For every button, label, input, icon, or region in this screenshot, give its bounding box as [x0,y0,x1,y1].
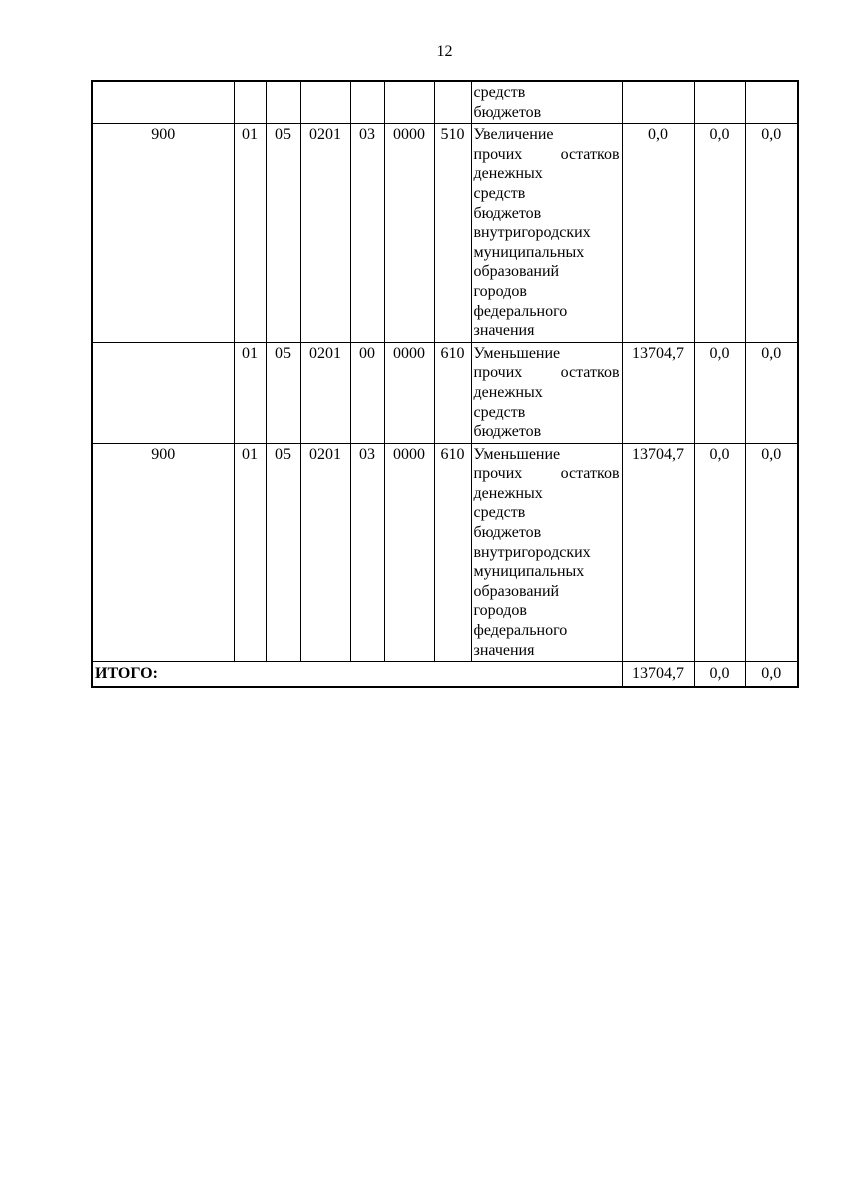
description-line: прочих остатков [473,465,620,483]
description-line: образований [473,263,560,281]
page-number: 12 [436,43,453,60]
amount-cell [622,81,694,124]
grbs-code-cell [92,81,234,124]
description-line: бюджетов [473,103,542,121]
description-line: средств [473,403,526,421]
code-cell: 0201 [300,124,350,343]
amount-cell: 0,0 [622,124,694,343]
description-line: бюджетов [473,423,542,441]
description-line: внутригородских [473,543,591,561]
total-label: ИТОГО: [92,662,622,688]
description-line: денежных [473,165,543,183]
code-cell [300,81,350,124]
description-line: средств [473,184,526,202]
amount-cell: 13704,7 [622,443,694,662]
total-amount-cell: 0,0 [745,662,798,688]
code-cell: 610 [434,342,471,443]
budget-table [91,80,799,688]
code-cell: 0000 [384,342,434,443]
description-line: муниципальных [473,243,585,261]
amount-cell: 0,0 [694,342,745,443]
grbs-code-cell: 900 [92,443,234,662]
description-line: городов [473,602,527,620]
total-amount-cell: 0,0 [694,662,745,688]
grbs-code-cell [92,342,234,443]
code-cell [234,81,266,124]
description-cell [471,443,622,662]
code-cell: 0000 [384,124,434,343]
table-row [92,81,798,124]
amount-cell: 0,0 [745,124,798,343]
description-cell [471,81,622,124]
amount-cell [745,81,798,124]
table-row [92,342,798,443]
table-row [92,443,798,662]
description-line: Уменьшение [473,344,561,362]
code-cell: 05 [266,124,300,343]
table-row [92,124,798,343]
description-line: федерального [473,302,568,320]
code-cell: 03 [350,124,384,343]
code-cell: 0201 [300,443,350,662]
code-cell: 01 [234,342,266,443]
amount-cell: 0,0 [694,124,745,343]
description-line: средств [473,504,526,522]
description-line: федерального [473,622,568,640]
code-cell: 01 [234,443,266,662]
description-line: бюджетов [473,524,542,542]
description-line: денежных [473,383,543,401]
amount-cell: 0,0 [745,342,798,443]
code-cell [434,81,471,124]
description-line: бюджетов [473,204,542,222]
amount-cell: 0,0 [745,443,798,662]
grbs-code-cell: 900 [92,124,234,343]
description-line: прочих остатков [473,145,620,163]
code-cell [350,81,384,124]
code-cell: 05 [266,443,300,662]
description-line: прочих остатков [473,364,620,382]
description-cell [471,342,622,443]
code-cell: 05 [266,342,300,443]
description-line: значения [473,322,535,340]
description-line: внутригородских [473,224,591,242]
code-cell: 0000 [384,443,434,662]
code-cell [266,81,300,124]
description-line: Уменьшение [473,445,561,463]
total-amount-cell: 13704,7 [622,662,694,688]
code-cell: 00 [350,342,384,443]
code-cell: 610 [434,443,471,662]
description-line: муниципальных [473,563,585,581]
budget-table-body [92,81,798,687]
description-cell [471,124,622,343]
code-cell [384,81,434,124]
description-line: образований [473,582,560,600]
description-line: средств [473,84,526,101]
code-cell: 0201 [300,342,350,443]
code-cell: 510 [434,124,471,343]
description-line: городов [473,282,527,300]
amount-cell [694,81,745,124]
code-cell: 03 [350,443,384,662]
description-line: денежных [473,484,543,502]
description-line: значения [473,641,535,659]
description-line: Увеличение [473,126,554,144]
code-cell: 01 [234,124,266,343]
amount-cell: 0,0 [694,443,745,662]
total-row [92,662,798,688]
amount-cell: 13704,7 [622,342,694,443]
